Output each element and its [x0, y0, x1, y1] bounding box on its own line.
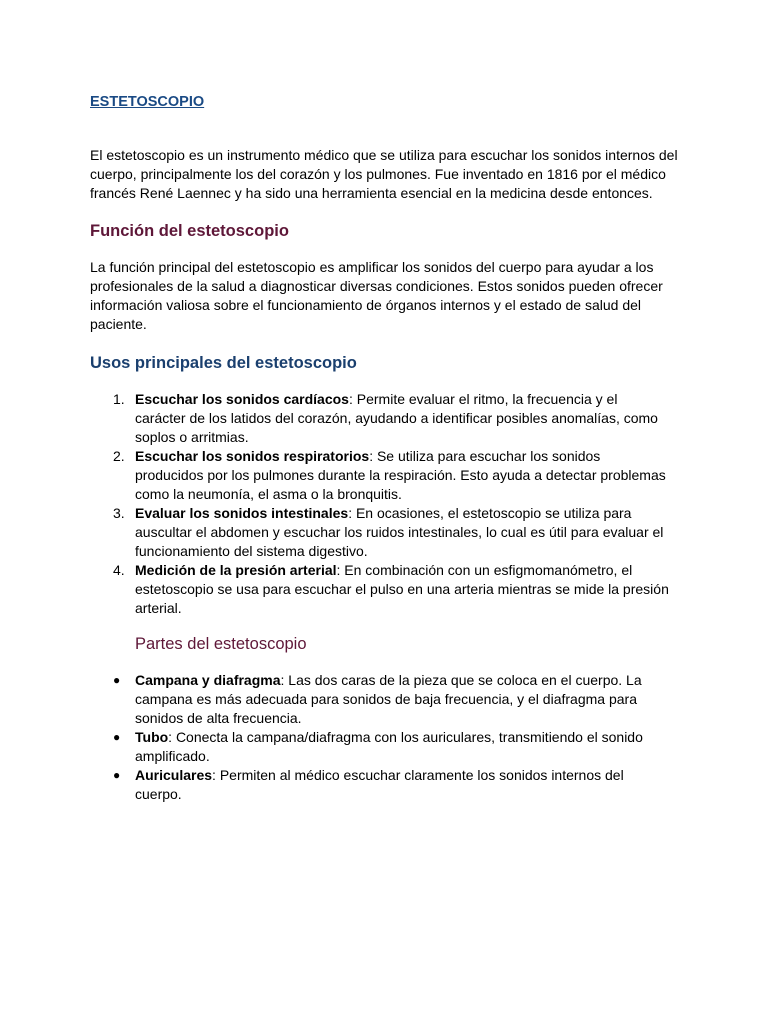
list-item-term: Escuchar los sonidos respiratorios	[135, 448, 370, 464]
list-item-text: : Conecta la campana/diafragma con los auriculares, transmitiendo el sonido amplificado.	[135, 729, 643, 764]
list-item	[109, 561, 669, 618]
partes-list	[109, 671, 669, 804]
bullet-icon: ●	[113, 730, 121, 744]
list-item-term: Escuchar los sonidos cardíacos	[135, 391, 349, 407]
list-item-text: : Se utiliza para escuchar los sonidos producidos por los pulmones durante la respiración. Esto ayuda a detectar problemas como la neumonía, el asma o la bronquitis.	[135, 448, 666, 502]
list-number: 2.	[113, 448, 125, 464]
list-item-text: : En ocasiones, el estetoscopio se utiliza para auscultar el abdomen y escuchar los ruidos intestinales, lo cual es útil para evaluar el funcionamiento del sistema digestivo.	[135, 505, 664, 559]
document-title: ESTETOSCOPIO	[90, 94, 205, 110]
funcion-paragraph: La función principal del estetoscopio es amplificar los sonidos del cuerpo para ayudar a los profesionales de la salud a diagnosticar diversas condiciones. Estos sonidos pueden ofrecer información valiosa sobre el funcionamiento de órganos internos y el estado de salud del paciente.	[90, 259, 663, 332]
list-item-term: Tubo	[135, 729, 169, 745]
list-item-text: : Las dos caras de la pieza que se coloca en el cuerpo. La campana es más adecuada para sonidos de baja frecuencia, y el diafragma para sonidos de alta frecuencia.	[135, 672, 642, 726]
list-item-text: : En combinación con un esfigmomanómetro, el estetoscopio se usa para escuchar el pulso en una arteria mientras se mide la presión arterial.	[135, 562, 669, 616]
list-item	[109, 766, 669, 804]
list-item-term: Auriculares	[135, 767, 213, 783]
list-number: 3.	[113, 505, 125, 521]
list-number: 1.	[113, 391, 125, 407]
funcion-heading: Función del estetoscopio	[90, 222, 289, 240]
list-item-term: Campana y diafragma	[135, 672, 281, 688]
usos-heading: Usos principales del estetoscopio	[90, 354, 357, 372]
list-item-term: Medición de la presión arterial	[135, 562, 337, 578]
intro-paragraph: El estetoscopio es un instrumento médico que se utiliza para escuchar los sonidos internos del cuerpo, principalmente los del corazón y los pulmones. Fue inventado en 1816 por el médico francés René Laennec y ha sido una herramienta esencial en la medicina desde entonces.	[90, 147, 678, 201]
list-item-term: Evaluar los sonidos intestinales	[135, 505, 349, 521]
list-item	[109, 447, 669, 504]
list-item-text: : Permite evaluar el ritmo, la frecuencia y el carácter de los latidos del corazón, ayudando a identificar posibles anomalías, como soplos o arritmias.	[135, 391, 658, 445]
partes-heading: Partes del estetoscopio	[135, 635, 307, 653]
list-item	[109, 671, 669, 728]
bullet-icon: ●	[113, 768, 121, 782]
list-item-text: : Permiten al médico escuchar claramente los sonidos internos del cuerpo.	[135, 767, 624, 802]
usos-list	[109, 390, 669, 618]
list-item	[109, 390, 669, 447]
list-number: 4.	[113, 562, 125, 578]
bullet-icon: ●	[113, 673, 121, 687]
list-item	[109, 504, 669, 561]
list-item	[109, 728, 669, 766]
